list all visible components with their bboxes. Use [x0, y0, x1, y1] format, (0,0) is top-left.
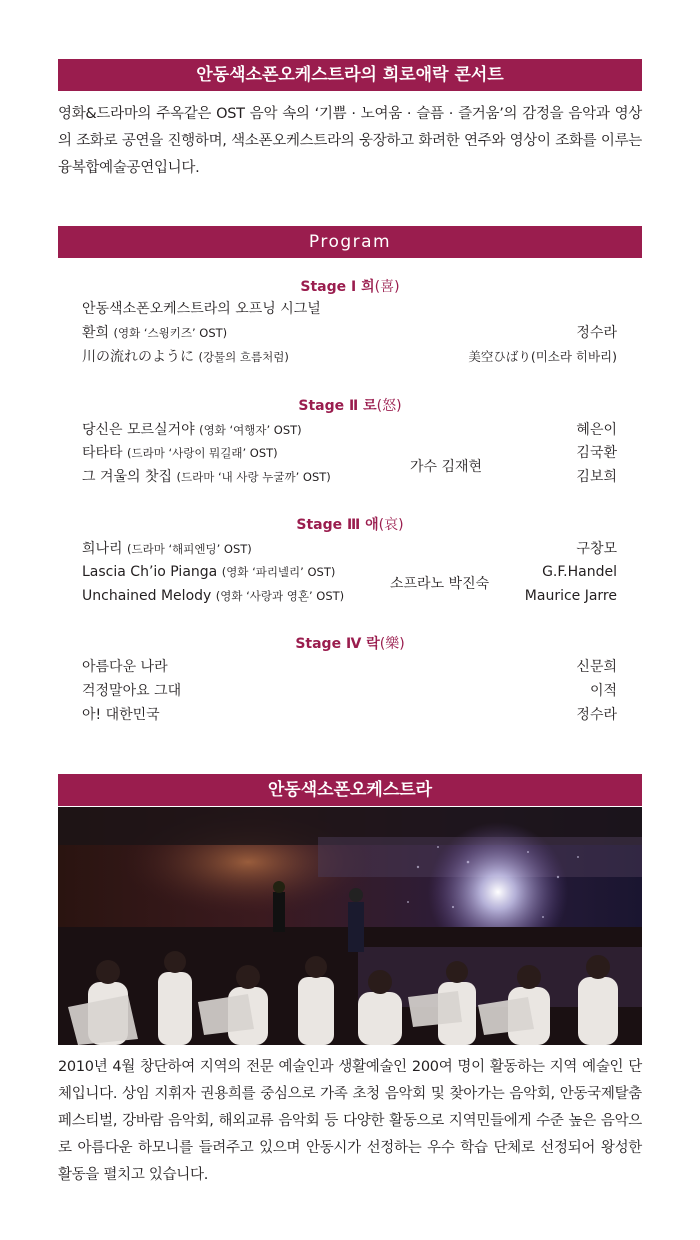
stage-2-performer: 가수 김재현 — [410, 459, 483, 475]
program-item — [82, 297, 617, 321]
program-item — [82, 560, 617, 584]
stage-1-label: Stage Ⅰ 희 — [300, 279, 375, 295]
item-note: (영화 ‘파리넬리’ OST) — [221, 565, 336, 579]
program-item — [82, 679, 617, 703]
item-title: 아름다운 나라 — [82, 659, 168, 675]
program-item — [82, 345, 617, 369]
stage-3-performer: 소프라노 박진숙 — [390, 576, 490, 592]
item-title: 그 겨울의 찻집 — [82, 469, 173, 485]
intro-paragraph: 영화&드라마의 주옥같은 OST 음악 속의 ‘기쁨 · 노여움 · 슬픔 · 즐거움’의 감정을 음악과 영상의 조화로 공연을 진행하며, 색소폰오케스트라의 웅장하고 화려한 연주와 영상이 조화를 이루는 융복합예술공연입니다. — [58, 106, 642, 176]
item-composer: Maurice Jarre — [524, 588, 617, 604]
program-item — [82, 441, 617, 465]
item-composer: 美空ひばり(미소라 히바리) — [468, 349, 617, 364]
item-title: 희나리 — [82, 541, 123, 557]
stage-4-title — [58, 633, 642, 653]
intro-heading: 안동색소폰오케스트라의 희로애락 콘서트 — [196, 65, 504, 85]
program-item — [82, 418, 617, 442]
item-note: (드라마 ‘사랑이 뭐길래’ OST) — [127, 446, 278, 460]
item-note: (드라마 ‘내 사랑 누굴까’ OST) — [176, 470, 331, 484]
item-title: 환희 — [82, 325, 110, 341]
program-item — [82, 537, 617, 561]
program-item — [82, 655, 617, 679]
item-note: (영화 ‘사랑과 영혼’ OST) — [215, 589, 345, 603]
orchestra-concert-photo — [58, 807, 642, 1045]
item-composer: G.F.Handel — [542, 564, 617, 580]
intro-heading-bar — [58, 59, 642, 91]
item-title: 川の流れのように — [82, 349, 194, 365]
item-composer: 신문희 — [576, 659, 617, 675]
item-composer: 김보희 — [576, 469, 617, 485]
item-title: 걱정말아요 그대 — [82, 683, 182, 699]
item-title: 아! 대한민국 — [82, 707, 160, 723]
program-heading-bar — [58, 226, 642, 258]
program-item — [82, 321, 617, 345]
item-composer: 김국환 — [576, 445, 617, 461]
stage-4-label: Stage Ⅳ 락 — [295, 636, 380, 652]
item-title: Lascia Ch’io Pianga — [82, 564, 218, 580]
item-note: (영화 ‘여행자’ OST) — [199, 423, 302, 437]
orchestra-heading: 안동색소폰오케스트라 — [267, 780, 433, 800]
item-note: (강물의 흐름처럼) — [198, 350, 289, 364]
item-composer: 정수라 — [576, 707, 617, 723]
stage-3-title — [58, 514, 642, 534]
item-title: 당신은 모르실거야 — [82, 422, 195, 438]
program-heading: Program — [308, 232, 392, 252]
item-note: (드라마 ‘해피엔딩’ OST) — [127, 542, 252, 556]
stage-3-hanja: (哀) — [378, 517, 404, 533]
program-item — [82, 584, 617, 608]
stage-1-hanja: (喜) — [374, 279, 400, 295]
stage-2-hanja: (怒) — [376, 398, 402, 414]
stage-1-title — [58, 276, 642, 296]
item-composer: 혜은이 — [576, 422, 617, 438]
stage-4-hanja: (樂) — [379, 636, 405, 652]
item-title: 타타타 — [82, 445, 123, 461]
orchestra-paragraph: 2010년 4월 창단하여 지역의 전문 예술인과 생활예술인 200여 명이 활동하는 지역 예술인 단체입니다. 상임 지휘자 권용희를 중심으로 가족 초청 음악회 및 찾아가는 음악회, 안동국제탈춤페스티벌, 강바람 음악회, 해외교류 음악회 등 다양한 활동으로 지역민들에게 수준 높은 음악으로 아름다운 하모니를 들려주고 있으며 안동시가 선정하는 우수 학습 단체로 선정되어 왕성한 활동을 펼치고 있습니다. — [58, 1059, 642, 1183]
item-composer: 구창모 — [576, 541, 617, 557]
item-composer: 정수라 — [576, 325, 617, 341]
item-title: 안동색소폰오케스트라의 오프닝 시그널 — [82, 301, 321, 317]
stage-2-label: Stage Ⅱ 로 — [298, 398, 377, 414]
item-note: (영화 ‘스윙키즈’ OST) — [113, 326, 228, 340]
program-item — [82, 465, 617, 489]
stage-2-title — [58, 395, 642, 415]
item-title: Unchained Melody — [82, 588, 212, 604]
orchestra-heading-bar — [58, 774, 642, 806]
item-composer: 이적 — [589, 683, 617, 699]
program-item — [82, 703, 617, 727]
stage-3-label: Stage Ⅲ 애 — [296, 517, 379, 533]
